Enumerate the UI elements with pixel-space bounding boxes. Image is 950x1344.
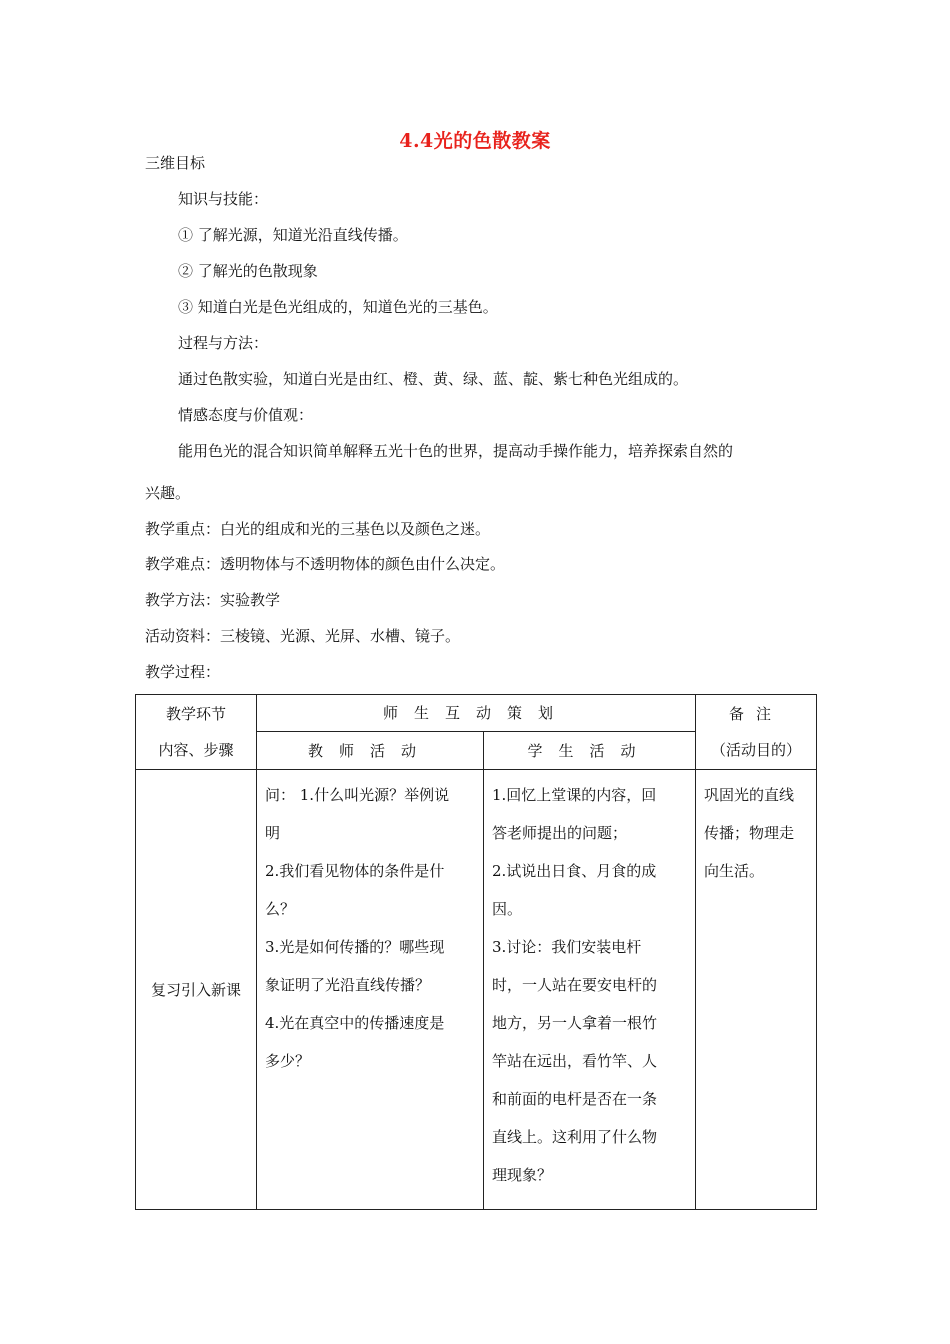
teacher-activity-cell	[257, 770, 484, 1210]
teacher-line: 问： 1.什么叫光源？举例说	[265, 786, 450, 804]
key-point: 教学重点：白光的组成和光的三基色以及颜色之迷。	[145, 520, 491, 538]
teacher-line: 2.我们看见物体的条件是什	[265, 862, 445, 880]
header-remark	[696, 695, 817, 770]
header-stage-line2: 内容、步骤	[158, 741, 234, 759]
student-line: 3.讨论：我们安装电杆	[492, 938, 642, 956]
section-heading: 三维目标	[145, 154, 206, 172]
student-line: 2.试说出日食、月食的成	[492, 862, 657, 880]
process-text: 通过色散实验，知道白光是由红、橙、黄、绿、蓝、靛、紫七种色光组成的。	[178, 370, 689, 388]
process-label: 教学过程：	[145, 663, 221, 681]
header-remark-line1: 备注	[729, 705, 784, 723]
student-line: 答老师提出的问题；	[492, 824, 628, 842]
student-line: 竿站在远出，看竹竿、人	[492, 1052, 658, 1070]
remark-line: 巩固光的直线	[704, 786, 795, 804]
process-heading: 过程与方法：	[178, 334, 269, 352]
teacher-line: 4.光在真空中的传播速度是	[265, 1014, 445, 1032]
student-line: 和前面的电杆是否在一条	[492, 1090, 658, 1108]
teacher-line: 3.光是如何传播的？哪些现	[265, 938, 445, 956]
student-line: 时，一人站在要安电杆的	[492, 976, 658, 994]
student-line: 因。	[492, 900, 523, 918]
knowledge-heading: 知识与技能：	[178, 190, 269, 208]
remark-line: 传播；物理走	[704, 824, 795, 842]
attitude-text: 能用色光的混合知识简单解释五光十色的世界，提高动手操作能力，培养探索自然的	[178, 442, 734, 460]
document-title: 4.4光的色散教案	[399, 130, 551, 152]
lesson-plan-table	[135, 694, 817, 1210]
remark-cell	[696, 770, 817, 1210]
header-teacher: 教师活动	[257, 732, 484, 770]
teacher-line: 明	[265, 824, 281, 842]
knowledge-item: ③ 知道白光是色光组成的，知道色光的三基色。	[178, 298, 498, 316]
header-stage	[136, 695, 257, 770]
student-line: 1.回忆上堂课的内容，回	[492, 786, 657, 804]
materials: 活动资料：三棱镜、光源、光屏、水槽、镜子。	[145, 627, 461, 645]
teacher-line: 么？	[265, 900, 296, 918]
attitude-text-cont: 兴趣。	[145, 484, 191, 502]
teacher-line: 象证明了光沿直线传播？	[265, 976, 431, 994]
student-line: 地方，另一人拿着一根竹	[492, 1014, 658, 1032]
student-activity-cell	[484, 770, 696, 1210]
knowledge-item: ① 了解光源，知道光沿直线传播。	[178, 226, 408, 244]
teacher-line: 多少？	[265, 1052, 311, 1070]
teaching-method: 教学方法：实验教学	[145, 591, 281, 609]
difficulty: 教学难点：透明物体与不透明物体的颜色由什么决定。	[145, 555, 506, 573]
stage-cell: 复习引入新课	[136, 770, 257, 1210]
student-line: 直线上。这利用了什么物	[492, 1128, 658, 1146]
remark-line: 向生活。	[704, 862, 765, 880]
header-stage-line1: 教学环节	[165, 705, 226, 723]
student-line: 理现象？	[492, 1166, 553, 1184]
header-remark-line2: （活动目的）	[711, 741, 802, 759]
knowledge-item: ② 了解光的色散现象	[178, 262, 318, 280]
header-student: 学生活动	[484, 732, 696, 770]
attitude-heading: 情感态度与价值观：	[178, 406, 314, 424]
header-interaction: 师生互动策划	[257, 695, 696, 732]
